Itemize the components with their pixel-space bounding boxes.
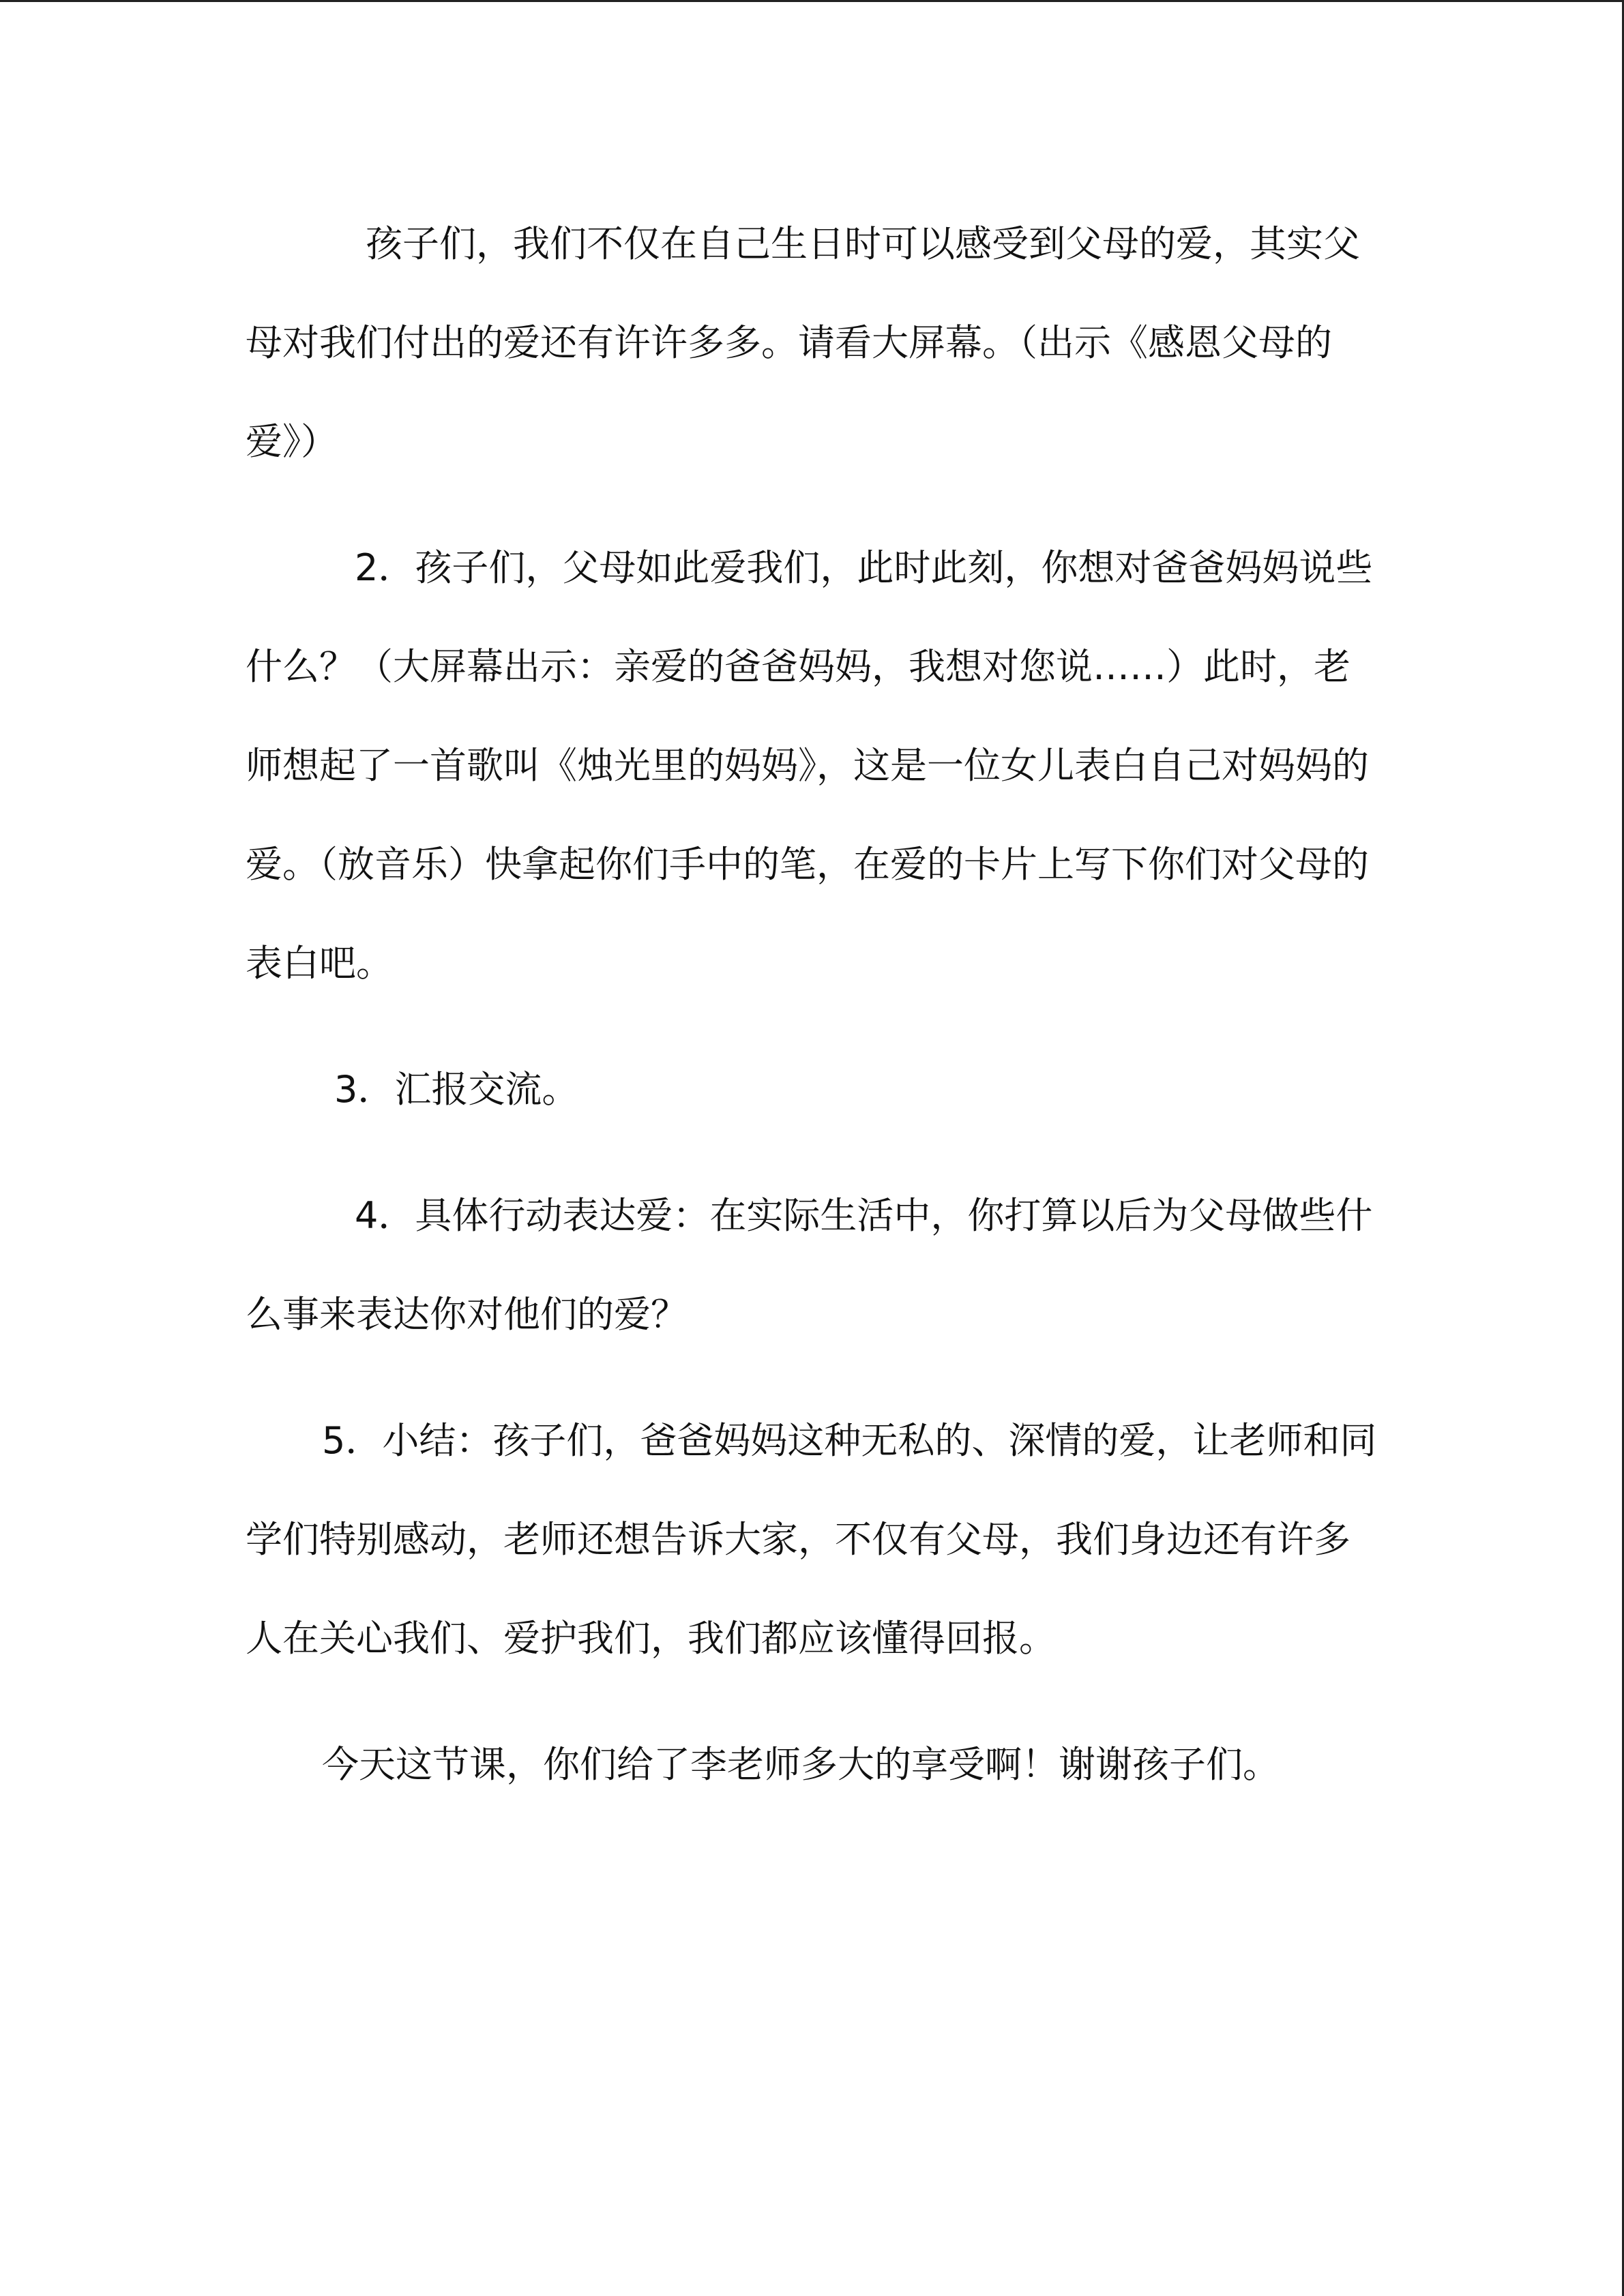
paragraph-intro: 孩子们，我们不仅在自己生日时可以感受到父母的爱，其实父母对我们付出的爱还有许许多多。请看大屏幕。（出示《感恩父母的爱》）	[246, 222, 1360, 463]
paragraph-3: 3．汇报交流。	[334, 1068, 579, 1111]
paragraph-2: 2．孩子们，父母如此爱我们，此时此刻，你想对爸爸妈妈说些什么？（大屏幕出示：亲爱的爸爸妈妈，我想对您说……）此时，老师想起了一首歌叫《烛光里的妈妈》，这是一位女儿表白自己对妈妈的爱。（放音乐）快拿起你们手中的笔，在爱的卡片上写下你们对父母的表白吧。	[246, 546, 1373, 985]
paragraph-closing: 今天这节课，你们给了李老师多大的享受啊！谢谢孩子们。	[322, 1743, 1280, 1786]
paragraph-5: 5．小结：孩子们，爸爸妈妈这种无私的、深情的爱，让老师和同学们特别感动，老师还想告诉大家，不仅有父母，我们身边还有许多人在关心我们、爱护我们，我们都应该懂得回报。	[246, 1419, 1377, 1660]
document-body	[246, 194, 1378, 1814]
paragraph-4: 4．具体行动表达爱：在实际生活中，你打算以后为父母做些什么事来表达你对他们的爱？	[246, 1194, 1373, 1336]
